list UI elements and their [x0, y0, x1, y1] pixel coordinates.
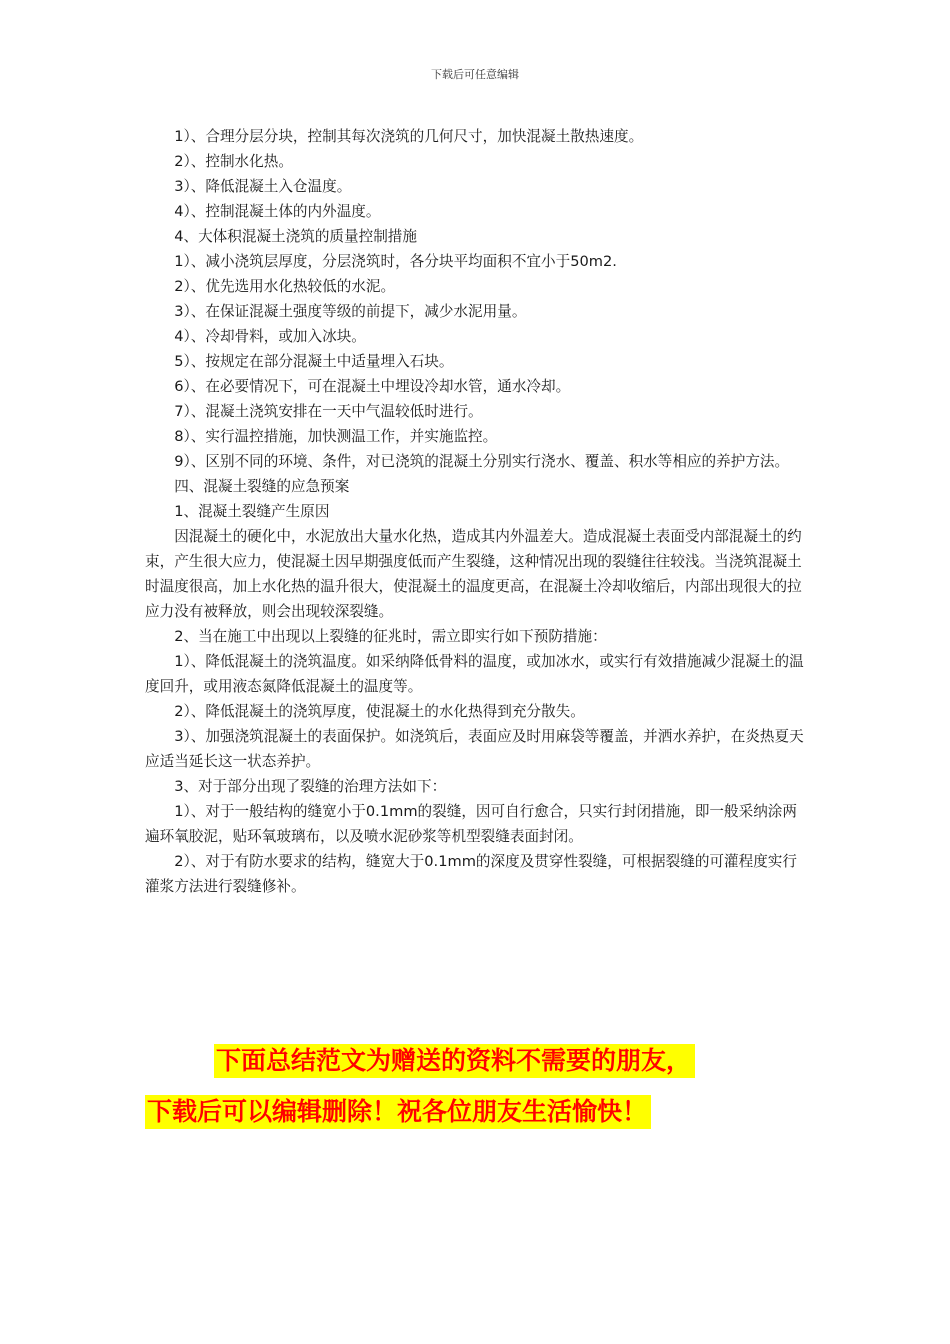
section-heading: 四、混凝土裂缝的应急预案 [174, 478, 350, 495]
section-heading: 2、当在施工中出现以上裂缝的征兆时，需立即实行如下预防措施： [174, 628, 607, 645]
list-item: 8）、实行温控措施，加快测温工作，并实施监控。 [174, 428, 498, 445]
document-body [145, 124, 805, 899]
list-item: 2）、降低混凝土的浇筑厚度，使混凝土的水化热得到充分散失。 [174, 703, 585, 720]
promo-line-2: 下载后可以编辑删除！祝各位朋友生活愉快！ [145, 1095, 651, 1129]
list-item: 3）、在保证混凝土强度等级的前提下，减少水泥用量。 [174, 303, 527, 320]
list-item: 2）、优先选用水化热较低的水泥。 [174, 278, 396, 295]
list-item: 1）、降低混凝土的浇筑温度。如采纳降低骨料的温度，或加冰水，或实行有效措施减少混凝土的温度回升，或用液态氮降低混凝土的温度等。 [145, 653, 804, 695]
section-heading: 1、混凝土裂缝产生原因 [174, 503, 330, 520]
list-item: 3）、加强浇筑混凝土的表面保护。如浇筑后，表面应及时用麻袋等覆盖，并洒水养护，在炎热夏天应适当延长这一状态养护。 [145, 728, 804, 770]
list-item: 2）、控制水化热。 [174, 153, 293, 170]
list-item: 9）、区别不同的环境、条件，对已浇筑的混凝土分别实行浇水、覆盖、积水等相应的养护方法。 [174, 453, 790, 470]
section-heading: 3、对于部分出现了裂缝的治理方法如下： [174, 778, 447, 795]
list-item: 3）、降低混凝土入仓温度。 [174, 178, 352, 195]
list-item: 1）、合理分层分块，控制其每次浇筑的几何尺寸，加快混凝土散热速度。 [174, 128, 644, 145]
list-item: 5）、按规定在部分混凝土中适量埋入石块。 [174, 353, 454, 370]
list-item: 4）、冷却骨料，或加入冰块。 [174, 328, 366, 345]
list-item: 7）、混凝土浇筑安排在一天中气温较低时进行。 [174, 403, 483, 420]
promo-line-2-container [145, 1095, 805, 1129]
list-item: 2）、对于有防水要求的结构，缝宽大于0.1mm的深度及贯穿性裂缝，可根据裂缝的可灌程度实行灌浆方法进行裂缝修补。 [145, 853, 797, 895]
promo-line-1-container [214, 1044, 874, 1078]
list-item: 1）、对于一般结构的缝宽小于0.1mm的裂缝，因可自行愈合，只实行封闭措施，即一般采纳涂两遍环氧胶泥，贴环氧玻璃布，以及喷水泥砂浆等机型裂缝表面封闭。 [145, 803, 797, 845]
list-item: 4）、控制混凝土体的内外温度。 [174, 203, 381, 220]
page-header: 下载后可任意编辑 [431, 68, 519, 81]
section-heading: 4、大体积混凝土浇筑的质量控制措施 [174, 228, 417, 245]
list-item: 6）、在必要情况下，可在混凝土中埋设冷却水管，通水冷却。 [174, 378, 571, 395]
body-paragraph: 因混凝土的硬化中，水泥放出大量水化热，造成其内外温差大。造成混凝土表面受内部混凝土的约束，产生很大应力，使混凝土因早期强度低而产生裂缝，这种情况出现的裂缝往往较浅。当浇筑混凝土时温度很高，加上水化热的温升很大，使混凝土的温度更高，在混凝土冷却收缩后，内部出现很大的拉应力没有被释放，则会出现较深裂缝。 [145, 528, 802, 620]
promo-line-1: 下面总结范文为赠送的资料不需要的朋友， [214, 1044, 695, 1078]
list-item: 1）、减小浇筑层厚度，分层浇筑时，各分块平均面积不宜小于50m2. [174, 253, 617, 270]
